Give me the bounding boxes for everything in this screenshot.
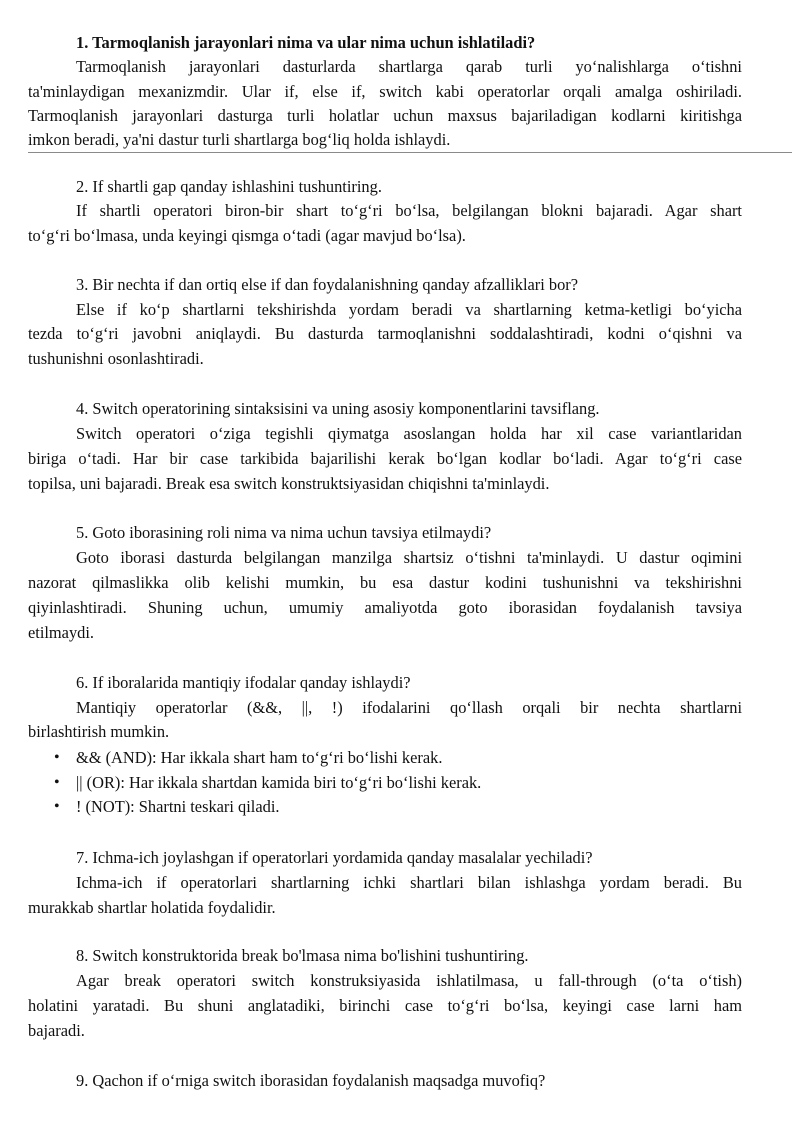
question-5-title: 5. Goto iborasining roli nima va nima uchun tavsiya etilmaydi? [76,523,492,542]
question-8-line-1: Agar break operatori switch konstruksiyasida ishlatilmasa, u fall-through (o‘ta o‘tish) [76,971,742,990]
question-6-line-2: birlashtirish mumkin. [28,722,170,741]
question-5-line-1: Goto iborasi dasturda belgilangan manzilga shartsiz o‘tishni ta'minlaydi. U dastur oqimini [76,548,742,567]
question-1-line-1: Tarmoqlanish jarayonlari dasturlarda shartlarga qarab turli yo‘nalishlarga o‘tishni [76,57,742,76]
bullet-icon: • [54,749,60,766]
question-1-line-2: ta'minlaydigan mexanizmdir. Ular if, else if, switch kabi operatorlar orqali amalga oshiriladi. [28,82,742,101]
question-8-title: 8. Switch konstruktorida break bo'lmasa nima bo'lishini tushuntiring. [76,946,529,965]
bullet-item-not: ! (NOT): Shartni teskari qiladi. [76,797,280,816]
question-2-line-1: If shartli operatori biron-bir shart to‘g‘ri bo‘lsa, belgilangan blokni bajaradi. Agar shart [76,201,742,220]
question-3-title: 3. Bir nechta if dan ortiq else if dan foydalanishning qanday afzalliklari bor? [76,275,579,294]
question-8-line-2: holatini yaratadi. Bu shuni anglatadiki, birinchi case to‘g‘ri bo‘lsa, keyingi case larni ham [28,996,742,1015]
question-6-title: 6. If iboralarida mantiqiy ifodalar qanday ishlaydi? [76,673,411,692]
question-4-line-2: biriga o‘tadi. Har bir case tarkibida bajarilishi kerak bo‘lgan kodlar bo‘ladi. Agar to‘g‘ri case [28,449,742,468]
question-3-line-3: tushunishni osonlashtiradi. [28,349,204,368]
question-3-line-1: Else if ko‘p shartlarni tekshirishda yordam beradi va shartlarning ketma-ketligi bo‘yicha [76,300,742,319]
question-3-line-2: tezda to‘g‘ri javobni aniqlaydi. Bu dasturda tarmoqlanishni soddalashtiradi, kodni o‘qishni va [28,324,742,343]
question-9-title: 9. Qachon if o‘rniga switch iborasidan foydalanish maqsadga muvofiq? [76,1071,546,1090]
question-4-line-3: topilsa, uni bajaradi. Break esa switch konstruktsiyasidan chiqishni ta'minlaydi. [28,474,550,493]
question-4-line-1: Switch operatori o‘ziga tegishli qiymatga asoslangan holda har xil case variantlaridan [76,424,742,443]
question-5-line-4: etilmaydi. [28,623,95,642]
bullet-item-or: || (OR): Har ikkala shartdan kamida biri to‘g‘ri bo‘lishi kerak. [76,773,482,792]
question-1-line-3: Tarmoqlanish jarayonlari dasturga turli holatlar uchun maxsus bajariladigan kodlarni kiritishga [28,106,742,125]
question-1-title: 1. Tarmoqlanish jarayonlari nima va ular nima uchun ishlatiladi? [76,33,536,52]
question-5-line-3: qiyinlashtiradi. Shuning uchun, umumiy amaliyotda goto iborasidan foydalanish tavsiya [28,598,742,617]
question-7-title: 7. Ichma-ich joylashgan if operatorlari yordamida qanday masalalar yechiladi? [76,848,593,867]
question-2-title: 2. If shartli gap qanday ishlashini tushuntiring. [76,177,382,196]
question-2-line-2: to‘g‘ri bo‘lmasa, unda keyingi qismga o‘tadi (agar mavjud bo‘lsa). [28,226,466,245]
bullet-icon: • [54,798,60,815]
bullet-icon: • [54,774,60,791]
bullet-item-and: && (AND): Har ikkala shart ham to‘g‘ri bo‘lishi kerak. [76,748,443,767]
question-5-line-2: nazorat qilmaslikka olib kelishi mumkin, bu esa dastur kodini tushunishni va tekshirishni [28,573,742,592]
question-7-line-1: Ichma-ich if operatorlari shartlarning ichki shartlari bilan ishlashga yordam beradi. Bu [76,873,742,892]
question-4-title: 4. Switch operatorining sintaksisini va uning asosiy komponentlarini tavsiflang. [76,399,600,418]
question-8-line-3: bajaradi. [28,1021,85,1040]
question-1-line-4: imkon beradi, ya'ni dastur turli shartlarga bog‘liq holda ishlaydi. [28,130,451,149]
section-divider [28,152,792,153]
question-7-line-2: murakkab shartlar holatida foydalidir. [28,898,276,917]
question-6-line-1: Mantiqiy operatorlar (&&, ||, !) ifodalarini qo‘llash orqali bir nechta shartlarni [76,698,742,717]
